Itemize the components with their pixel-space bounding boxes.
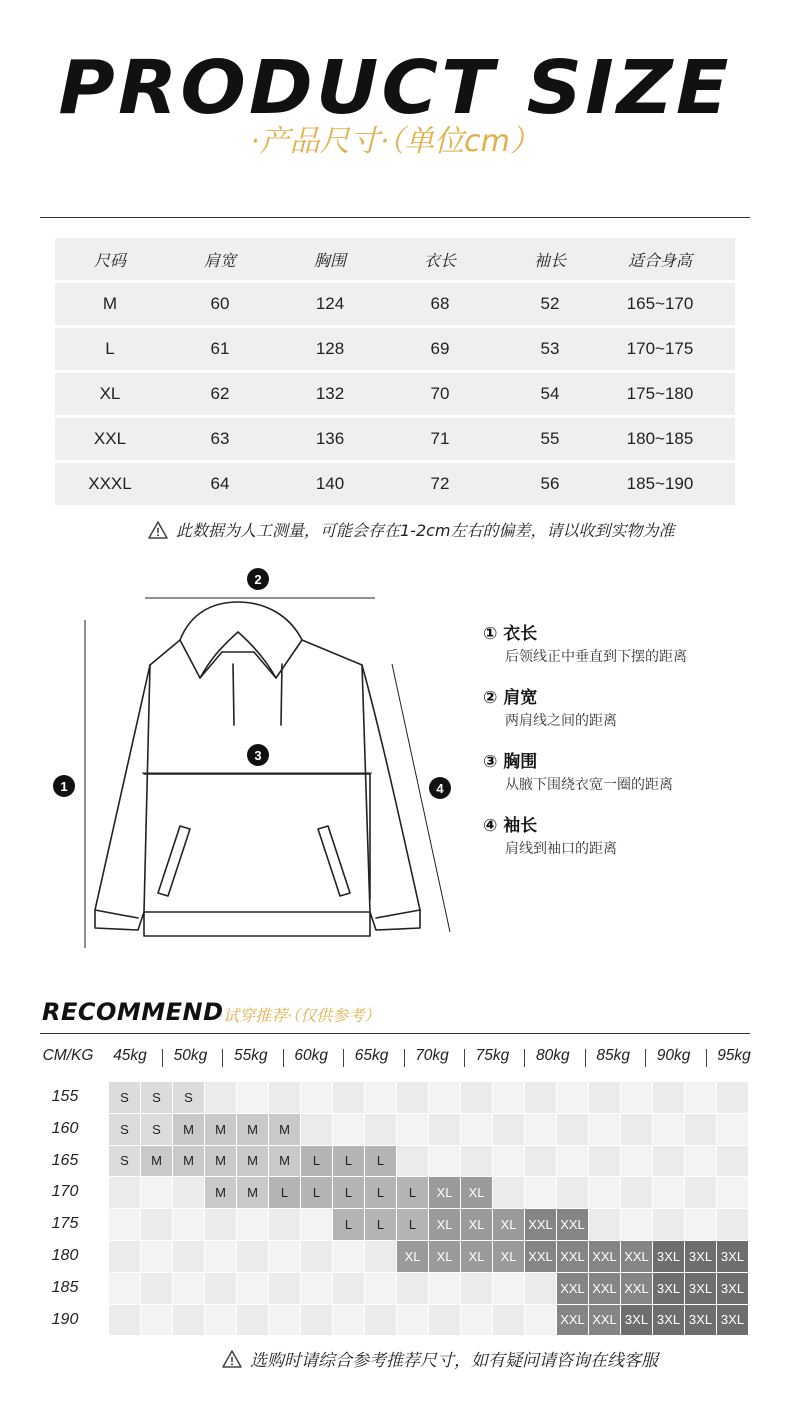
grid-cell: M [141, 1146, 172, 1177]
grid-cell [525, 1114, 556, 1145]
grid-cell [589, 1177, 620, 1208]
header-cell: 袖长 [533, 250, 566, 270]
grid-cell: M [237, 1177, 268, 1208]
grid-cell: M [237, 1114, 268, 1145]
weight-label: 50kg [173, 1047, 208, 1064]
grid-cell [205, 1082, 236, 1113]
weight-separator [524, 1049, 525, 1067]
marker-3-label: 3 [254, 748, 262, 763]
table-cell: XXL [93, 429, 127, 448]
grid-cell [461, 1114, 492, 1145]
grid-cell [493, 1114, 524, 1145]
left-sleeve-seam [144, 665, 150, 912]
weight-separator [585, 1049, 586, 1067]
grid-cell [589, 1146, 620, 1177]
grid-cell [141, 1241, 172, 1272]
measure-lines [85, 598, 450, 948]
grid-cell [205, 1305, 236, 1336]
grid-cell: XL [493, 1241, 524, 1272]
grid-cell [333, 1114, 364, 1145]
grid-cell: L [301, 1146, 332, 1177]
grid-cell [269, 1082, 300, 1113]
grid-cell: XL [461, 1241, 492, 1272]
grid-cell [365, 1305, 396, 1336]
grid-cell: XL [429, 1177, 460, 1208]
grid-cell: L [269, 1177, 300, 1208]
grid-cell [461, 1305, 492, 1336]
grid-cell [685, 1177, 716, 1208]
grid-cell: S [141, 1114, 172, 1145]
grid-cell: XXL [525, 1241, 556, 1272]
grid-cell [141, 1209, 172, 1240]
grid-cell [173, 1241, 204, 1272]
table-cell: 165~170 [626, 294, 694, 313]
grid-cell: L [397, 1209, 428, 1240]
grid-cell: L [365, 1177, 396, 1208]
grid-cell: M [205, 1146, 236, 1177]
grid-cell [589, 1082, 620, 1113]
grid-cell [365, 1114, 396, 1145]
weight-label: 55kg [233, 1047, 268, 1064]
grid-cell [429, 1114, 460, 1145]
grid-cell [109, 1209, 140, 1240]
table-cell: 136 [315, 429, 345, 448]
table-cell: 69 [430, 339, 450, 358]
weight-separator [162, 1049, 163, 1067]
grid-cell: XXL [589, 1305, 620, 1336]
grid-cell [717, 1114, 748, 1145]
legend-desc: 从腋下围绕衣宽一圈的距离 [505, 777, 673, 793]
grid-cell [685, 1209, 716, 1240]
table-cell: 124 [315, 294, 345, 313]
grid-cell [237, 1209, 268, 1240]
grid-cell [493, 1305, 524, 1336]
grid-cell [109, 1273, 140, 1304]
grid-cell [525, 1305, 556, 1336]
weight-label: 70kg [415, 1047, 449, 1064]
grid-cell [301, 1305, 332, 1336]
grid-cell: 3XL [685, 1305, 716, 1336]
grid-cell: XXL [589, 1241, 620, 1272]
grid-cell [269, 1273, 300, 1304]
height-label: 165 [51, 1151, 79, 1169]
weight-label: 65kg [354, 1047, 389, 1064]
warning-icon [148, 520, 168, 540]
height-label: 180 [51, 1247, 79, 1264]
grid-cell [237, 1305, 268, 1336]
table-cell: 52 [540, 294, 560, 313]
table-cell: 53 [540, 339, 560, 358]
recommend-note-text: 选购时请综合参考推荐尺寸，如有疑问请咨询在线客服 [250, 1351, 658, 1371]
grid-cell [525, 1146, 556, 1177]
grid-cell: XXL [621, 1241, 652, 1272]
corner-label: CM/KG [42, 1047, 94, 1064]
grid-cell: 3XL [685, 1241, 716, 1272]
grid-cell: 3XL [685, 1273, 716, 1304]
grid-cell [557, 1146, 588, 1177]
grid-cell: XXL [557, 1273, 588, 1304]
weight-separator [464, 1049, 465, 1067]
grid-cell [205, 1241, 236, 1272]
weight-label: 45kg [113, 1047, 147, 1064]
grid-cell: 3XL [717, 1305, 748, 1336]
left-pocket [158, 826, 190, 896]
grid-cell [269, 1305, 300, 1336]
weight-separator [283, 1049, 284, 1067]
weight-separator [222, 1049, 223, 1067]
table-cell: 71 [430, 429, 450, 448]
marker-3 [247, 744, 269, 766]
weight-label: 75kg [475, 1047, 510, 1064]
grid-cell [685, 1082, 716, 1113]
grid-cell [141, 1177, 172, 1208]
page-title: PRODUCT SIZE [58, 45, 732, 131]
legend-item [483, 622, 773, 668]
grid-cell [461, 1146, 492, 1177]
grid-cell [429, 1305, 460, 1336]
grid-cell [525, 1273, 556, 1304]
grid-cell [173, 1273, 204, 1304]
grid-cell [365, 1082, 396, 1113]
table-cell: XXXL [88, 474, 132, 493]
marker-4-label: 4 [436, 781, 444, 796]
grid-cell [173, 1305, 204, 1336]
grid-cell [589, 1114, 620, 1145]
grid-cell [205, 1273, 236, 1304]
grid-cell: L [397, 1177, 428, 1208]
weight-separator [706, 1049, 707, 1067]
grid-cell [237, 1082, 268, 1113]
grid-cell [333, 1241, 364, 1272]
legend-item [483, 814, 773, 860]
table-cell: 140 [315, 474, 345, 493]
grid-cell [493, 1146, 524, 1177]
grid-cell: M [269, 1114, 300, 1145]
grid-cell: XXL [621, 1273, 652, 1304]
weight-label: 85kg [596, 1047, 630, 1064]
table-cell: 64 [210, 474, 230, 493]
height-label: 160 [51, 1119, 79, 1137]
grid-cell: XL [461, 1177, 492, 1208]
grid-cell [397, 1146, 428, 1177]
grid-cell [301, 1209, 332, 1240]
recommend-subtitle: ·试穿推荐·（仅供参考） [218, 1006, 381, 1025]
weight-separator [343, 1049, 344, 1067]
grid-cell [461, 1273, 492, 1304]
grid-cell: M [205, 1114, 236, 1145]
grid-cell: L [333, 1177, 364, 1208]
height-label: 185 [51, 1278, 79, 1296]
grid-cell [685, 1146, 716, 1177]
divider [40, 1033, 750, 1034]
grid-cell: S [141, 1082, 172, 1113]
grid-cell [621, 1177, 652, 1208]
header-cell: 衣长 [423, 250, 456, 270]
grid-cell [333, 1273, 364, 1304]
marker-4 [429, 777, 451, 799]
weight-label: 80kg [535, 1047, 570, 1064]
table-cell: 132 [315, 384, 345, 403]
grid-cell: 3XL [621, 1305, 652, 1336]
left-cuff [95, 910, 138, 918]
measurement-note-text: 此数据为人工测量，可能会存在1-2cm左右的偏差，请以收到实物为准 [176, 521, 675, 540]
grid-cell [173, 1177, 204, 1208]
page-subtitle: ·产品尺寸·（单位cm） [250, 124, 540, 159]
grid-cell: XXL [557, 1209, 588, 1240]
grid-cell [717, 1177, 748, 1208]
grid-cell [557, 1177, 588, 1208]
grid-cell [333, 1305, 364, 1336]
grid-cell: XXL [557, 1305, 588, 1336]
grid-cell: S [173, 1082, 204, 1113]
grid-cell [397, 1114, 428, 1145]
grid-cell [653, 1082, 684, 1113]
hoodie-diagram [40, 560, 480, 960]
grid-cell: M [173, 1114, 204, 1145]
legend-desc: 两肩线之间的距离 [505, 713, 617, 729]
grid-cell [717, 1209, 748, 1240]
grid-cell [109, 1241, 140, 1272]
table-row [55, 283, 735, 325]
table-cell: 55 [540, 429, 560, 448]
grid-cell: XXL [525, 1209, 556, 1240]
grid-cell [653, 1177, 684, 1208]
grid-cell [301, 1273, 332, 1304]
legend-title: ① 衣长 [483, 624, 538, 644]
grid-cell: L [333, 1146, 364, 1177]
grid-cell [109, 1305, 140, 1336]
grid-cell: S [109, 1082, 140, 1113]
grid-cell [653, 1146, 684, 1177]
size-table [55, 238, 735, 508]
table-cell: L [105, 339, 115, 358]
table-cell: 63 [210, 429, 230, 448]
marker-1-label: 1 [60, 779, 68, 794]
grid-cell [493, 1177, 524, 1208]
legend-item [483, 686, 773, 732]
recommend-note [222, 1346, 658, 1371]
table-cell: 62 [210, 384, 230, 403]
hood-inner [200, 632, 276, 678]
weight-separator [404, 1049, 405, 1067]
height-label: 175 [51, 1215, 79, 1233]
weight-label: 95kg [717, 1047, 751, 1064]
grid-cell: L [301, 1177, 332, 1208]
weight-separator [645, 1049, 646, 1067]
grid-cell: L [365, 1209, 396, 1240]
grid-cell [237, 1273, 268, 1304]
grid-cell: XXL [589, 1273, 620, 1304]
grid-cell: XL [429, 1241, 460, 1272]
grid-cell [493, 1273, 524, 1304]
height-label: 170 [51, 1183, 79, 1201]
grid-cell: L [333, 1209, 364, 1240]
grid-cell: XXL [557, 1241, 588, 1272]
grid-cell: S [109, 1146, 140, 1177]
grid-cell [525, 1177, 556, 1208]
grid-cell [525, 1082, 556, 1113]
measurement-legend [483, 622, 773, 878]
grid-cell: 3XL [717, 1241, 748, 1272]
left-drawstring [233, 664, 234, 725]
grid-cell [557, 1082, 588, 1113]
recommend-title: RECOMMEND [42, 998, 224, 1026]
legend-title: ④ 袖长 [483, 816, 538, 836]
grid-cell [429, 1146, 460, 1177]
grid-cell [301, 1241, 332, 1272]
divider [40, 217, 750, 218]
height-label: 155 [51, 1088, 79, 1105]
grid-cell [205, 1209, 236, 1240]
grid-cell [621, 1146, 652, 1177]
pocket-top [144, 774, 370, 900]
legend-desc: 肩线到袖口的距离 [505, 841, 617, 857]
grid-cell [397, 1082, 428, 1113]
table-cell: 54 [540, 384, 560, 403]
grid-cell [461, 1082, 492, 1113]
table-cell: 72 [430, 474, 450, 493]
table-cell: 70 [430, 384, 450, 403]
hood-outline [180, 602, 302, 678]
grid-cell [621, 1114, 652, 1145]
marker-1 [53, 775, 75, 797]
right-pocket [318, 826, 350, 896]
weight-label: 60kg [294, 1047, 328, 1064]
marker-2-label: 2 [254, 572, 262, 587]
header-cell: 胸围 [313, 250, 346, 270]
header-cell: 尺码 [93, 250, 126, 270]
grid-cell [301, 1082, 332, 1113]
grid-cell: XL [493, 1209, 524, 1240]
grid-cell [621, 1082, 652, 1113]
grid-cell [269, 1241, 300, 1272]
measurement-note [148, 518, 675, 541]
grid-cell [685, 1114, 716, 1145]
grid-cell [269, 1209, 300, 1240]
grid-cell [397, 1273, 428, 1304]
table-cell: M [102, 294, 118, 313]
grid-cell [429, 1273, 460, 1304]
legend-item [483, 750, 773, 796]
marker-2 [247, 568, 269, 590]
grid-cell: M [269, 1146, 300, 1177]
right-sleeve-seam [362, 665, 370, 912]
table-cell: XL [99, 384, 121, 403]
grid-cell [141, 1273, 172, 1304]
grid-cell: 3XL [653, 1305, 684, 1336]
grid-cell: XL [429, 1209, 460, 1240]
grid-cell [397, 1305, 428, 1336]
legend-title: ② 肩宽 [483, 688, 538, 708]
grid-cell [717, 1082, 748, 1113]
height-label: 190 [51, 1310, 79, 1328]
grid-cell [653, 1209, 684, 1240]
table-row [55, 418, 735, 460]
size-table-header [55, 238, 735, 280]
header-cell: 肩宽 [203, 250, 236, 270]
right-cuff [376, 910, 420, 918]
grid-cell: XL [397, 1241, 428, 1272]
grid-cell [333, 1082, 364, 1113]
grid-cell [621, 1209, 652, 1240]
grid-cell [493, 1082, 524, 1113]
grid-cell [365, 1241, 396, 1272]
grid-cell: 3XL [717, 1273, 748, 1304]
header-cell: 适合身高 [627, 250, 692, 270]
table-cell: 175~180 [626, 384, 694, 403]
grid-cell [173, 1209, 204, 1240]
table-cell: 185~190 [626, 474, 694, 493]
grid-cell: XL [461, 1209, 492, 1240]
right-drawstring [281, 664, 282, 725]
table-cell: 61 [210, 339, 230, 358]
table-cell: 170~175 [626, 339, 694, 358]
table-row [55, 328, 735, 370]
grid-cell [301, 1114, 332, 1145]
grid-cell: M [205, 1177, 236, 1208]
table-cell: 68 [430, 294, 450, 313]
table-cell: 180~185 [626, 429, 694, 448]
warning-icon [222, 1349, 242, 1369]
grid-cell: 3XL [653, 1273, 684, 1304]
grid-cell: L [365, 1146, 396, 1177]
weight-label: 90kg [656, 1047, 691, 1064]
grid-cell: 3XL [653, 1241, 684, 1272]
grid-cell [237, 1241, 268, 1272]
table-cell: 128 [315, 339, 345, 358]
grid-cell [141, 1305, 172, 1336]
table-row [55, 373, 735, 415]
grid-cell [717, 1146, 748, 1177]
grid-cell [109, 1177, 140, 1208]
grid-cell: M [237, 1146, 268, 1177]
table-cell: 56 [540, 474, 560, 493]
table-cell: 60 [210, 294, 230, 313]
grid-cell [429, 1082, 460, 1113]
grid-cell [557, 1114, 588, 1145]
legend-desc: 后领线正中垂直到下摆的距离 [505, 649, 687, 665]
grid-cell [589, 1209, 620, 1240]
table-row [55, 463, 735, 505]
grid-cell: M [173, 1146, 204, 1177]
grid-cell [653, 1114, 684, 1145]
legend-title: ③ 胸围 [483, 752, 538, 772]
grid-cell: S [109, 1114, 140, 1145]
grid-cell [365, 1273, 396, 1304]
